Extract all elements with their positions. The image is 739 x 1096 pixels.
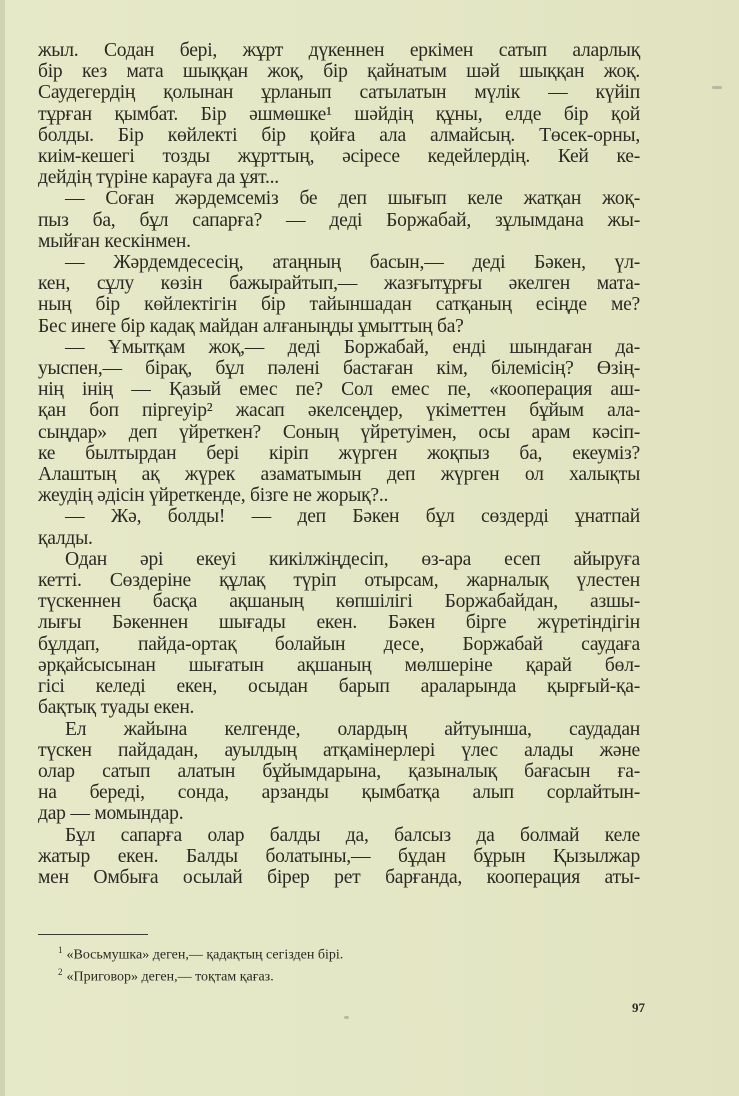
text-line: болды. Бір көйлекті бір қойға ала алмайсың. Төсек-орны, bbox=[38, 124, 640, 146]
text-line: түскен пайдадан, ауылдың атқамінерлері үлес алады және bbox=[38, 739, 640, 761]
text-line: бір кез мата шыққан жоқ, бір қайнатым шәй шыққан жоқ. bbox=[38, 61, 640, 83]
text-line: Бес инеге бір кадақ майдан алғаныңды ұмыттың ба? bbox=[38, 315, 464, 337]
text-line: қан боп піргеуір² жасап әкелсеңдер, үкіметтен бұйым ала- bbox=[38, 400, 640, 422]
text-line: на береді, сонда, арзанды қымбатқа алып сорлайтын- bbox=[38, 782, 640, 804]
text-line: кен, сұлу көзін бажырайтып,— жазғытұрғы әкелген мата- bbox=[38, 273, 640, 295]
page-number: 97 bbox=[632, 1000, 645, 1015]
text-line: Ел жайына келгенде, олардың айтуынша, саудадан bbox=[65, 718, 640, 740]
footnotes bbox=[58, 942, 618, 985]
text-line: бұлдап, пайда-ортақ болайын десе, Боржабай саудаға bbox=[38, 633, 640, 655]
text-line: Саудегердің қолынан ұрланып сатылатын мүлік — күйіп bbox=[38, 82, 640, 104]
text-line: әрқайсысынан шығатын ақшаның мөлшеріне қарай бөл- bbox=[38, 654, 640, 676]
footnote-text: «Восьмушка» деген,— қадақтың сегізден бірі. bbox=[66, 947, 344, 963]
text-line: пыз ба, бұл сапарға? — деді Боржабай, зұлымдана жы- bbox=[38, 209, 640, 231]
page-edge-shadow bbox=[0, 0, 5, 1096]
paper-speck bbox=[344, 1016, 349, 1019]
text-line: Бұл сапарға олар балды да, балсыз да болмай келе bbox=[65, 824, 640, 846]
text-line: бақтық туады екен. bbox=[38, 697, 195, 719]
text-line: — Ұмытқам жоқ,— деді Боржабай, енді шындаған да- bbox=[65, 336, 640, 358]
body-text bbox=[38, 40, 640, 888]
footnote-2 bbox=[58, 964, 618, 986]
text-line: — Жәрдемдесесің, атаңның басын,— деді Бәкен, үл- bbox=[65, 252, 640, 274]
footnote-marker: 1 bbox=[58, 945, 63, 955]
text-line: жыл. Содан бері, жұрт дүкеннен еркімен сатып аларлық bbox=[38, 40, 640, 61]
text-line: ның бір көйлектігін бір тайыншадан сатқаның есіңде ме? bbox=[38, 294, 640, 316]
text-line: Одан әрі екеуі кикілжіңдесіп, өз-ара есеп айыруға bbox=[65, 548, 640, 570]
text-line: мен Омбыға осылай бірер рет барғанда, кооперация аты- bbox=[38, 866, 640, 888]
text-line: — Жә, болды! — деп Бәкен бұл сөздерді ұнатпай bbox=[65, 506, 640, 528]
text-line: Алаштың ақ жүрек азаматымын деп жүрген ол халықты bbox=[38, 464, 640, 486]
text-line: ке былтырдан бері кіріп жүрген жоқпыз ба, екеуміз? bbox=[38, 442, 640, 464]
footnote-text: «Приговор» деген,— тоқтам қағаз. bbox=[66, 969, 274, 985]
footnote-1 bbox=[58, 942, 618, 964]
text-line: нің інің — Қазый емес пе? Сол емес пе, «кооперация аш- bbox=[38, 379, 640, 401]
text-line: олар сатып алатын бұйымдарына, қазыналық бағасын ға- bbox=[38, 760, 640, 782]
text-line: қалды. bbox=[38, 527, 93, 549]
text-line: сыңдар» деп үйреткен? Соның үйретуімен, осы арам кәсіп- bbox=[38, 421, 640, 443]
text-line: кетті. Сөздеріне құлақ түріп отырсам, жарналық үлестен bbox=[38, 570, 640, 592]
text-line: жатыр екен. Балды болатыны,— бұдан бұрын Қызылжар bbox=[38, 845, 640, 867]
text-line: гісі келеді екен, осыдан барып араларында қырғый-қа- bbox=[38, 676, 640, 698]
footnote-marker: 2 bbox=[58, 966, 63, 977]
text-line: — Соған жәрдемсеміз бе деп шығып келе жатқан жоқ- bbox=[65, 188, 640, 210]
text-line: жеудің әдісін үйреткенде, бізге не жорық?.. bbox=[38, 485, 389, 507]
text-line: лығы Бәкеннен шығады екен. Бәкен бірге жүретіндігін bbox=[38, 612, 640, 634]
text-line: дар — момындар. bbox=[38, 803, 184, 825]
paper-speck bbox=[712, 86, 722, 89]
text-line: түскеннен басқа ақшаның көпшілігі Боржабайдан, азшы- bbox=[38, 591, 640, 613]
text-line: уыспен,— бірақ, бұл пәлені бастаған кім, білемісің? Өзің- bbox=[38, 358, 640, 380]
text-line: мыйған кескінмен. bbox=[38, 230, 191, 252]
footnote-separator bbox=[38, 934, 148, 935]
text-line: киім-кешегі тозды жұрттың, әсіресе кедейлердің. Кей ке- bbox=[38, 146, 640, 168]
text-line: тұрған қымбат. Бір әшмөшке¹ шәйдің құны, елде бір қой bbox=[38, 103, 640, 125]
text-line: дейдің түріне карауға да ұят... bbox=[38, 167, 279, 189]
